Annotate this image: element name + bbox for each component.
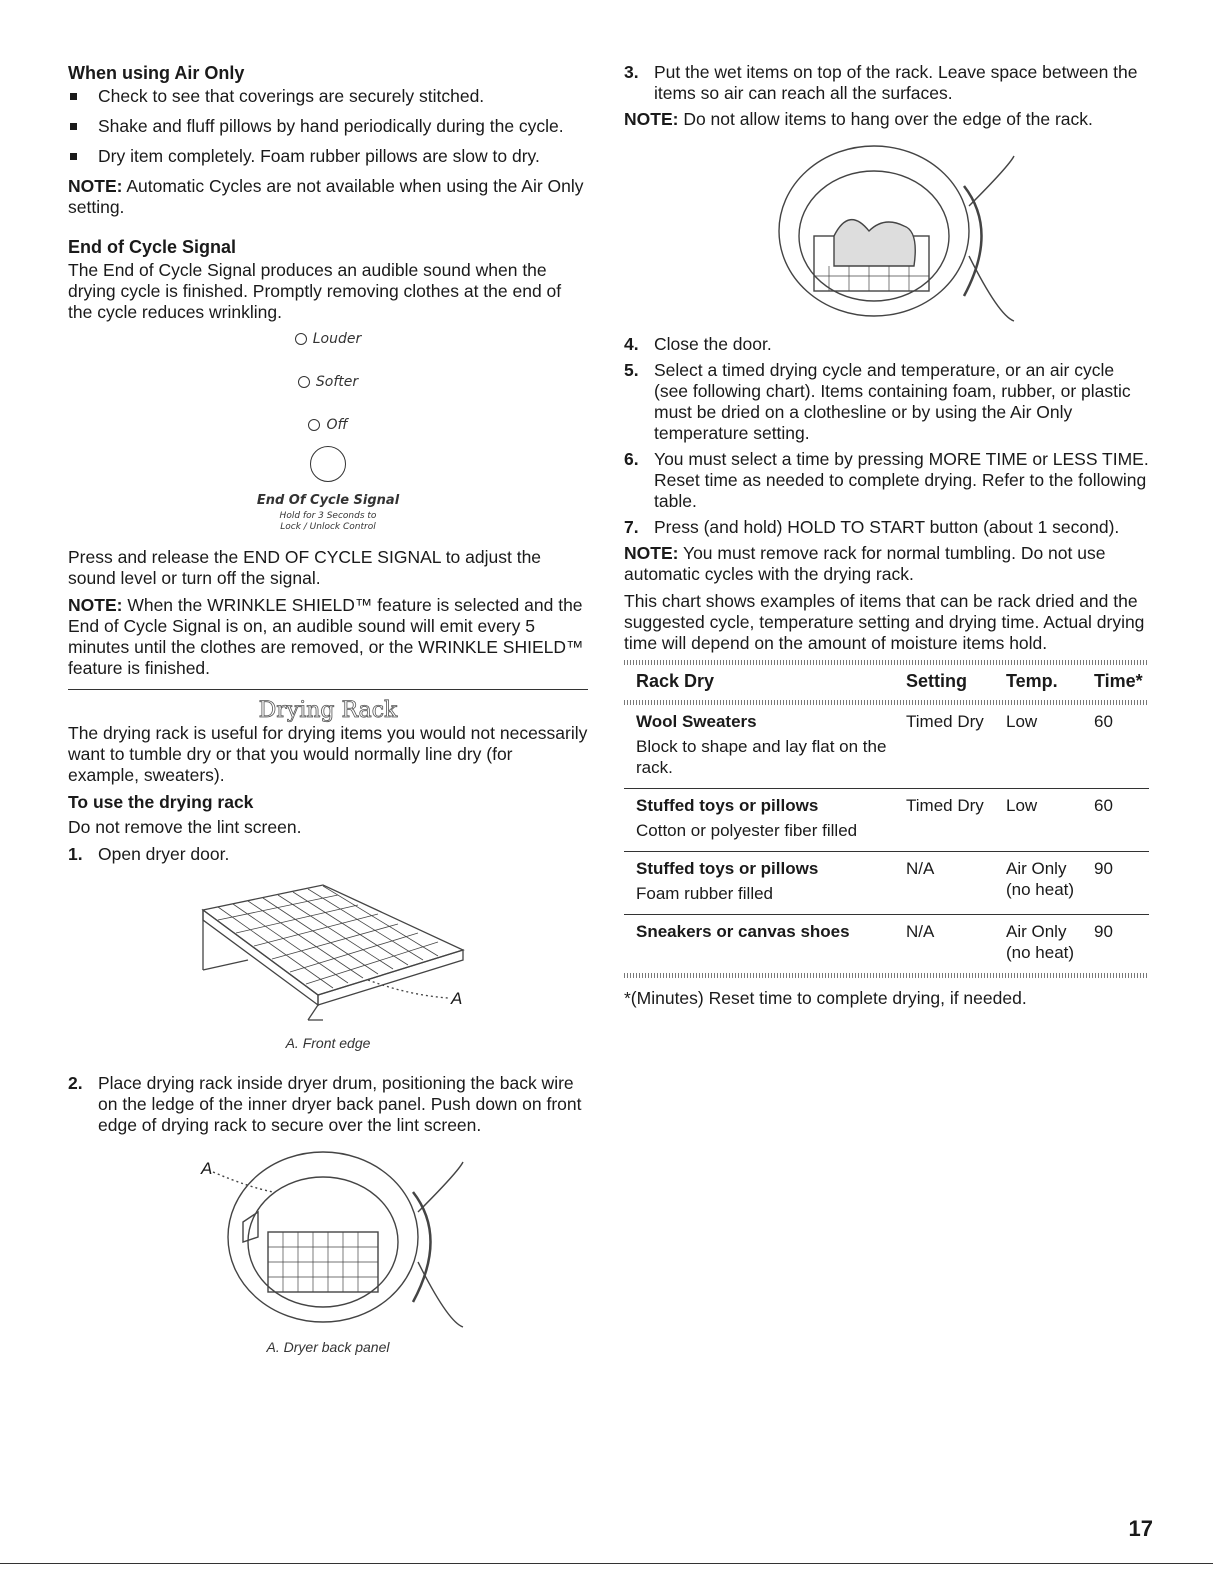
fig2-callout: A xyxy=(201,1159,213,1178)
step-3: 3. Put the wet items on top of the rack. Leave space between the items so air can reach all the surfaces. xyxy=(624,62,1138,103)
air-only-heading: When using Air Only xyxy=(68,63,245,83)
section-divider xyxy=(68,689,588,690)
louder-option: Louder xyxy=(68,329,588,350)
list-item: Dry item completely. Foam rubber pillows are slow to dry. xyxy=(68,146,588,167)
step-1: 1. Open dryer door. xyxy=(68,844,230,864)
step-6: 6. You must select a time by pressing MORE TIME or LESS TIME. Reset time as needed to complete drying. Refer to the following table. xyxy=(624,449,1149,511)
radio-icon xyxy=(298,376,310,388)
table-row: Stuffed toys or pillows Foam rubber filled N/A Air Only (no heat) 90 xyxy=(624,852,1149,915)
chart-intro: This chart shows examples of items that can be rack dried and the suggested cycle, temperature setting and drying time. Actual drying time will depend on the amount of moisture items hold. xyxy=(624,591,1145,653)
drying-rack-title: Drying Rack xyxy=(258,698,398,723)
bullet-icon xyxy=(70,123,77,130)
list-item: Check to see that coverings are securely stitched. xyxy=(68,86,588,107)
step-5: 5. Select a timed drying cycle and temperature, or an air cycle (see following chart). Items containing foam, rubber, or plastic must be dried on a clothesline or by using the Air Only temperature setting. xyxy=(624,360,1131,443)
table-row: Wool Sweaters Block to shape and lay flat on the rack. Timed Dry Low 60 xyxy=(624,705,1149,789)
table-row: Sneakers or canvas shoes N/A Air Only (no heat) 90 xyxy=(636,922,1113,962)
table-header-row xyxy=(624,665,1149,700)
table-footnote: *(Minutes) Reset time to complete drying, if needed. xyxy=(624,988,1027,1008)
lint-screen-text: Do not remove the lint screen. xyxy=(68,817,302,837)
rack-in-dryer-figure xyxy=(68,1142,588,1357)
drying-rack-subheading: To use the drying rack xyxy=(68,792,254,812)
page-number: 17 xyxy=(1128,1516,1153,1541)
end-signal-note: NOTE: When the WRINKLE SHIELD™ feature is selected and the End of Cycle Signal is on, an audible sound will emit every 5 minutes until the clothes are removed, or the WRINKLE SHIELD™ feature is finished. xyxy=(68,595,584,678)
bullet-icon xyxy=(70,153,77,160)
drying-rack-intro: The drying rack is useful for drying items you would not necessarily want to tumble dry or that you would normally line dry (for example, sweaters). xyxy=(68,723,588,785)
list-item: Shake and fluff pillows by hand periodically during the cycle. xyxy=(68,116,588,137)
end-signal-button-label: End Of Cycle Signal xyxy=(256,493,400,508)
header-temp: Temp. xyxy=(1006,671,1058,691)
end-signal-heading: End of Cycle Signal xyxy=(68,237,237,257)
table-bottom-rule xyxy=(624,973,1149,978)
drying-rack-figure xyxy=(68,870,588,1055)
off-option: Off xyxy=(68,415,588,436)
radio-icon xyxy=(295,333,307,345)
radio-icon xyxy=(308,419,320,431)
footer-rule xyxy=(0,1563,1213,1564)
end-signal-control xyxy=(68,329,588,533)
rack-note-1: NOTE: Do not allow items to hang over the edge of the rack. xyxy=(624,109,1093,129)
fig1-callout: A xyxy=(451,989,463,1008)
step-7: 7. Press (and hold) HOLD TO START button (about 1 second). xyxy=(624,517,1120,537)
left-column xyxy=(68,62,588,1357)
bullet-icon xyxy=(70,93,77,100)
button-sub-1: Hold for 3 Seconds to xyxy=(279,511,377,521)
end-signal-press-text: Press and release the END OF CYCLE SIGNAL to adjust the sound level or turn off the signal. xyxy=(68,547,542,588)
step-4: 4. Close the door. xyxy=(624,334,772,354)
rack-note-2: NOTE: You must remove rack for normal tumbling. Do not use automatic cycles with the drying rack. xyxy=(624,543,1106,584)
right-column xyxy=(624,62,1149,1015)
header-setting: Setting xyxy=(906,671,967,691)
items-on-rack-illustration xyxy=(624,136,1149,326)
step-2: 2. Place drying rack inside dryer drum, positioning the back wire on the ledge of the inner dryer back panel. Push down on front edge of drying rack to secure over the lint screen. xyxy=(68,1073,582,1135)
fig1-caption: A. Front edge xyxy=(285,1035,371,1051)
air-only-note: NOTE: Automatic Cycles are not available when using the Air Only setting. xyxy=(68,176,584,217)
header-rack-dry: Rack Dry xyxy=(636,671,715,691)
end-signal-button-icon xyxy=(310,446,346,482)
header-time: Time* xyxy=(1094,671,1143,691)
button-sub-2: Lock / Unlock Control xyxy=(280,522,376,532)
table-row: Stuffed toys or pillows Cotton or polyester fiber filled Timed Dry Low 60 xyxy=(624,789,1149,852)
softer-option: Softer xyxy=(68,372,588,393)
fig2-caption: A. Dryer back panel xyxy=(266,1339,390,1355)
rack-dry-table xyxy=(624,665,1149,973)
rack-in-dryer-illustration xyxy=(68,1142,588,1332)
end-signal-intro: The End of Cycle Signal produces an audible sound when the drying cycle is finished. Promptly removing clothes at the end of the cycle reduces wrinkling. xyxy=(68,260,562,322)
drying-rack-illustration xyxy=(68,870,588,1030)
